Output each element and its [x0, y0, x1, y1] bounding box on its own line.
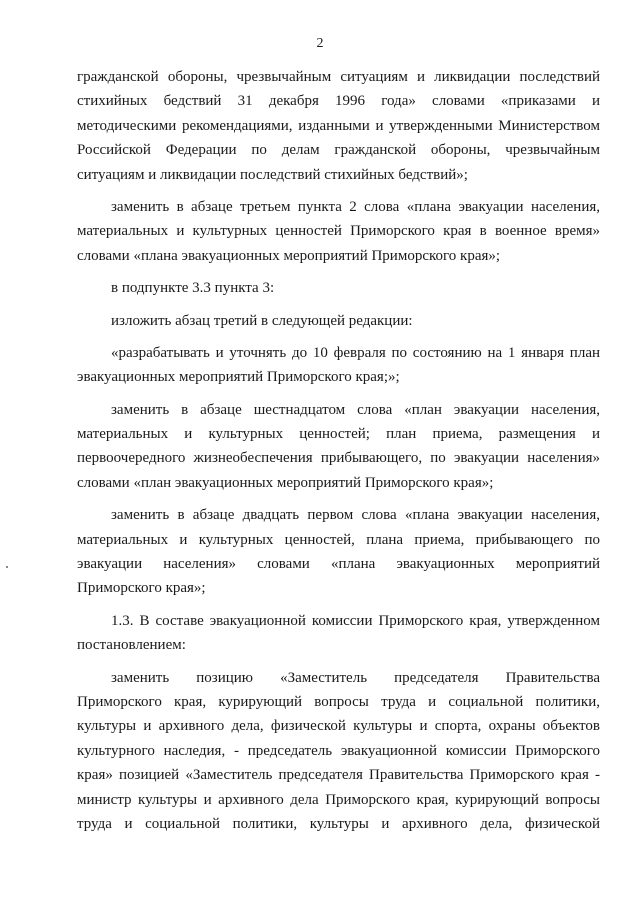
text-line: края» позицией «Заместитель председателя Правительства Приморского края -: [77, 767, 600, 784]
text-line: словами «плана эвакуационных мероприятий Приморского края»;: [77, 247, 501, 264]
text-line: заменить в абзаце двадцать первом слова «плана эвакуации населения,: [111, 507, 600, 524]
text-line: материальных и культурных ценностей, плана приема, прибывающего по: [77, 531, 600, 548]
text-line: ситуациям и ликвидации последствий стихийных бедствий»;: [77, 166, 468, 183]
text-line: эвакуационных мероприятий Приморского края;»;: [77, 369, 400, 386]
margin-mark: [6, 566, 8, 568]
text-line: словами «план эвакуационных мероприятий Приморского края»;: [77, 474, 494, 491]
text-line: постановлением:: [77, 637, 186, 654]
text-line: в подпункте 3.3 пункта 3:: [111, 280, 275, 297]
text-line: министр культуры и архивного дела Приморского края, курирующий вопросы: [77, 791, 600, 808]
text-line: заменить в абзаце третьем пункта 2 слова «плана эвакуации населения,: [111, 198, 600, 215]
text-line: 1.3. В составе эвакуационной комиссии Приморского края, утвержденном: [111, 612, 600, 629]
text-line: заменить в абзаце шестнадцатом слова «план эвакуации населения,: [111, 401, 600, 418]
text-line: культурного наследия, - председатель эвакуационной комиссии Приморского: [77, 742, 600, 759]
text-line: Приморского края, курирующий вопросы труда и социальной политики,: [77, 693, 600, 710]
text-line: первоочередного жизнеобеспечения прибывающего, по эвакуации населения»: [77, 450, 600, 467]
text-line: заменить позицию «Заместитель председателя Правительства: [111, 669, 600, 686]
text-line: Приморского края»;: [77, 580, 206, 597]
text-line: труда и социальной политики, культуры и архивного дела, физической: [77, 815, 600, 832]
text-line: культуры и архивного дела, физической культуры и спорта, охраны объектов: [77, 718, 600, 735]
text-line: гражданской обороны, чрезвычайным ситуациям и ликвидации последствий: [77, 69, 600, 85]
text-line: Российской Федерации по делам гражданской обороны, чрезвычайным: [77, 142, 600, 159]
text-line: материальных и культурных ценностей Приморского края в военное время»: [77, 223, 600, 240]
document-body: [77, 65, 600, 836]
text-line: стихийных бедствий 31 декабря 1996 года» словами «приказами и: [77, 93, 600, 110]
text-line: «разрабатывать и уточнять до 10 февраля по состоянию на 1 января план: [111, 344, 600, 361]
text-line: изложить абзац третий в следующей редакции:: [111, 312, 413, 329]
text-line: эвакуации населения» словами «плана эвакуационных мероприятий: [77, 556, 600, 573]
text-line: методическими рекомендациями, изданными и утвержденными Министерством: [77, 117, 600, 134]
text-line: материальных и культурных ценностей; план приема, размещения и: [77, 426, 600, 443]
page-number: 2: [316, 36, 324, 51]
